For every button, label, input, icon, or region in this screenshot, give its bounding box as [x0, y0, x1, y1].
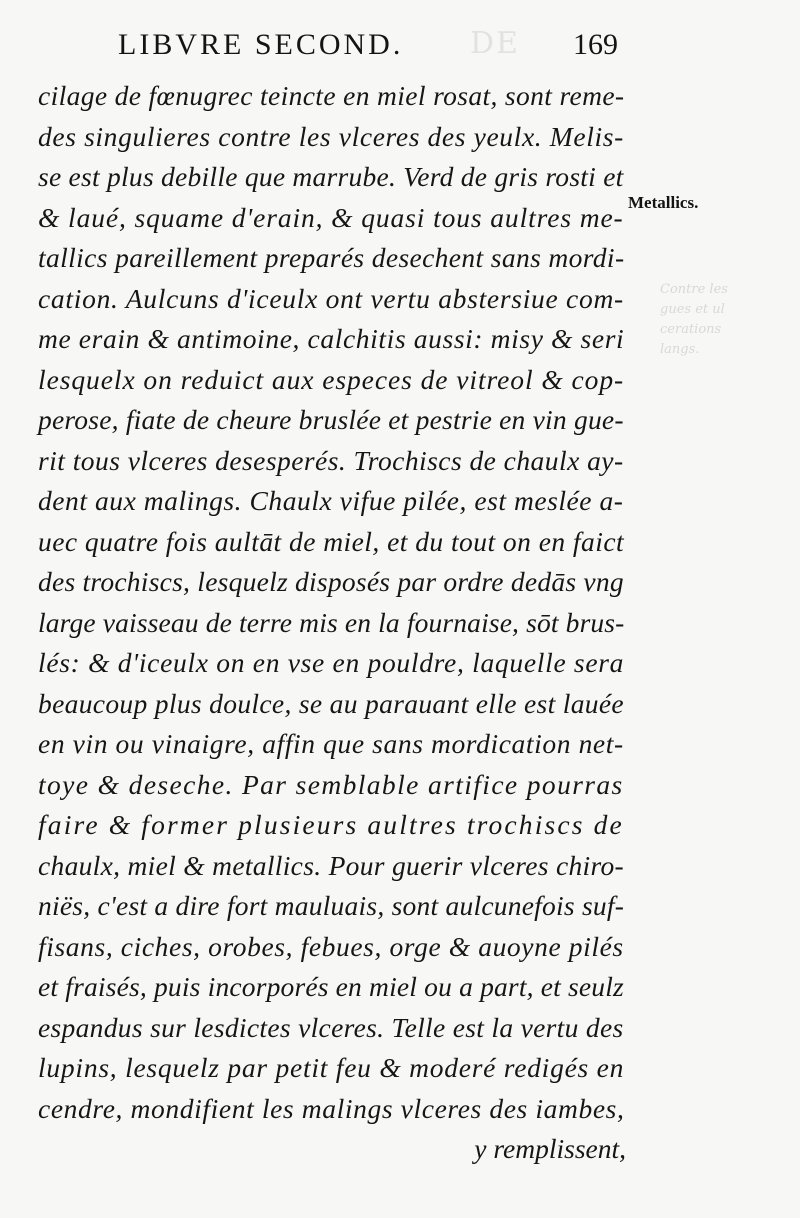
- text-line: cation. Aulcuns d'iceulx ont vertu abstersiue com-: [38, 282, 624, 314]
- text-line: uec quatre fois aultāt de miel, et du tout on en faict: [38, 525, 625, 557]
- text-line: large vaisseau de terre mis en la fournaise, sōt brus-: [38, 606, 625, 638]
- show-through-marginalia: [660, 280, 770, 410]
- text-line: des trochiscs, lesquelz disposés par ordre dedās vng: [38, 566, 624, 597]
- show-through-line: Contre les: [660, 282, 728, 297]
- body-text: [38, 76, 626, 1166]
- text-line: se est plus debille que marrube. Verd de gris rosti et: [38, 161, 624, 192]
- running-title: LIBVRE SECOND.: [118, 28, 404, 61]
- show-through-line: cerations: [660, 322, 722, 337]
- marginal-note: Metallics.: [628, 193, 699, 212]
- text-line: me erain & antimoine, calchitis aussi: misy & seri: [38, 323, 625, 354]
- text-line: & laué, squame d'erain, & quasi tous aultres me-: [38, 201, 624, 233]
- show-through-heading: DE: [470, 26, 520, 61]
- text-line: espandus sur lesdictes vlceres. Telle est la vertu des: [38, 1011, 624, 1043]
- show-through-line: langs.: [660, 342, 700, 357]
- text-line: niës, c'est a dire fort mauluais, sont aulcunefois suf-: [38, 890, 625, 921]
- text-line: fisans, ciches, orobes, febues, orge & auoyne pilés: [38, 930, 624, 962]
- text-line: y remplissent,: [474, 1133, 626, 1164]
- text-line: dent aux malings. Chaulx vifue pilée, est meslée a-: [38, 485, 624, 516]
- show-through-line: gues et ul: [660, 302, 725, 317]
- text-line: lés: & d'iceulx on en vse en pouldre, laquelle sera: [38, 647, 625, 678]
- running-head: [0, 0, 800, 70]
- text-line: en vin ou vinaigre, affin que sans mordication net-: [38, 728, 624, 759]
- text-line: et fraisés, puis incorporés en miel ou a part, et seulz: [38, 971, 624, 1002]
- text-line: lesquelx on reduict aux especes de vitreol & cop-: [38, 363, 625, 395]
- text-line: toye & deseche. Par semblable artifice pourras: [38, 768, 624, 800]
- text-line: faire & former plusieurs aultres trochiscs de: [38, 809, 624, 840]
- text-line: lupins, lesquelz par petit feu & moderé redigés en: [38, 1052, 625, 1083]
- text-line: cilage de fœnugrec teincte en miel rosat, sont reme-: [38, 80, 625, 111]
- text-line: rit tous vlceres desesperés. Trochiscs de chaulx ay-: [38, 444, 624, 476]
- text-line: cendre, mondifient les malings vlceres des iambes,: [38, 1092, 625, 1124]
- text-line: des singulieres contre les vlceres des yeulx. Melis-: [38, 120, 624, 152]
- page-number: 169: [573, 28, 618, 61]
- text-line: perose, fiate de cheure bruslée et pestrie en vin gue-: [38, 404, 624, 435]
- text-line: tallics pareillement preparés desechent sans mordi-: [38, 242, 625, 273]
- text-line: chaulx, miel & metallics. Pour guerir vlceres chiro-: [38, 849, 624, 881]
- text-line: beaucoup plus doulce, se au parauant elle est lauée: [38, 687, 624, 719]
